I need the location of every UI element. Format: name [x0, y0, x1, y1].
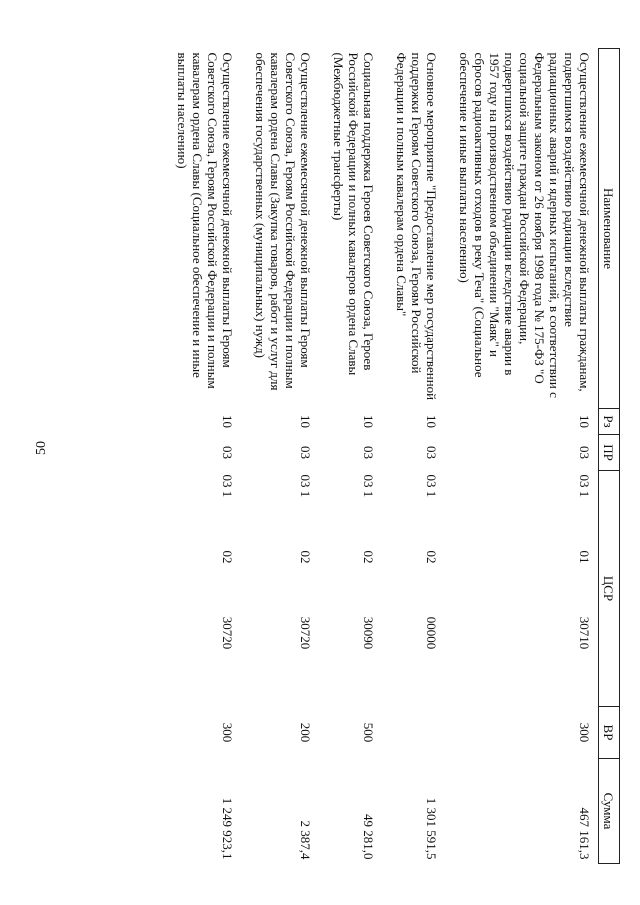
rotated-page: [75, 48, 620, 863]
row-pr: 03: [220, 446, 235, 459]
header-csr: ЦСР: [599, 471, 620, 707]
header-pr: ПР: [599, 435, 620, 471]
budget-table: [163, 48, 620, 864]
table-row: [445, 49, 599, 864]
table-row: [382, 49, 445, 864]
row-csr: [319, 471, 382, 707]
csr-subprogram: 01: [577, 550, 592, 564]
csr-direction: 30090: [361, 616, 376, 650]
csr-direction: 30720: [298, 616, 313, 650]
row-name: Основное мероприятие "Предоставление мер государственной поддержки Героям Советского Союза, Героям Российской Федерации и полным кавалерам ордена Славы": [394, 52, 439, 401]
row-name: Социальная поддержка Героев Советского Союза, Героев Российской Федерации и полных кавалеров ордена Славы (Межбюджетные трансферты): [331, 52, 376, 376]
row-csr: [241, 471, 319, 707]
row-rz: 10: [577, 415, 592, 428]
row-pr: 03: [298, 446, 313, 459]
row-sum: 2 387,4: [298, 820, 313, 860]
row-rz: 10: [298, 415, 313, 428]
row-vr: 500: [361, 722, 376, 743]
row-sum: 1 249 923,1: [220, 797, 235, 860]
row-vr: 300: [577, 722, 592, 743]
table-row: [163, 49, 241, 864]
csr-program: 03 1: [361, 474, 376, 498]
page-number: 50: [34, 441, 49, 455]
row-name: Осуществление ежемесячной денежной выплаты Героям Советского Союза, Героям Российской Федерации и полным кавалерам ордена Славы (Социальное обеспечение и иные выплаты населению): [175, 52, 235, 389]
row-vr: [382, 707, 445, 759]
csr-program: 03 1: [424, 474, 439, 498]
row-sum: 467 161,3: [577, 807, 592, 860]
table-row: [241, 49, 319, 864]
header-name: Наименование: [599, 49, 620, 409]
row-vr: 300: [220, 722, 235, 743]
header-rz: Рз: [599, 409, 620, 435]
row-sum: 49 281,0: [361, 814, 376, 860]
csr-program: 03 1: [220, 474, 235, 498]
row-sum: 1 301 591,5: [424, 797, 439, 860]
row-rz: 10: [424, 415, 439, 428]
csr-subprogram: 02: [220, 550, 235, 564]
row-name: Осуществление ежемесячной денежной выплаты гражданам, подвергшимся воздействию радиации вследствие радиационных аварий и ядерных испытаний, в соответствии с Федеральным законом от 26 ноября 1998 года № 175-ФЗ "О социальной защите граждан Российской Федерации, подвергшихся воздействию радиации вследствие аварии в 1957 году на производственном объединении "Маяк" и сбросов радиоактивных отходов в реку Теча" (Социальное обеспечение и иные выплаты населению): [457, 52, 592, 398]
csr-subprogram: 02: [298, 550, 313, 564]
table-header-row: [599, 49, 620, 864]
csr-program: 03 1: [577, 474, 592, 498]
csr-direction: 30710: [577, 616, 592, 650]
row-rz: 10: [220, 415, 235, 428]
row-pr: 03: [361, 446, 376, 459]
header-vr: ВР: [599, 707, 620, 759]
row-csr: [163, 471, 241, 707]
row-vr: 200: [298, 722, 313, 743]
row-pr: 03: [424, 446, 439, 459]
row-name: Осуществление ежемесячной денежной выплаты Героям Советского Союза, Героям Российской Федерации и полным кавалерам ордена Славы (Закупка товаров, работ и услуг для обеспечения государственных (муниципальных) нужд): [253, 52, 313, 391]
header-sum: Сумма: [599, 759, 620, 864]
row-csr: [445, 471, 599, 707]
csr-program: 03 1: [298, 474, 313, 498]
row-rz: 10: [361, 415, 376, 428]
table-row: [319, 49, 382, 864]
csr-direction: 30720: [220, 616, 235, 650]
csr-direction: 00000: [424, 616, 439, 650]
row-csr: [382, 471, 445, 707]
row-pr: 03: [577, 446, 592, 459]
csr-subprogram: 02: [361, 550, 376, 564]
csr-subprogram: 02: [424, 550, 439, 564]
